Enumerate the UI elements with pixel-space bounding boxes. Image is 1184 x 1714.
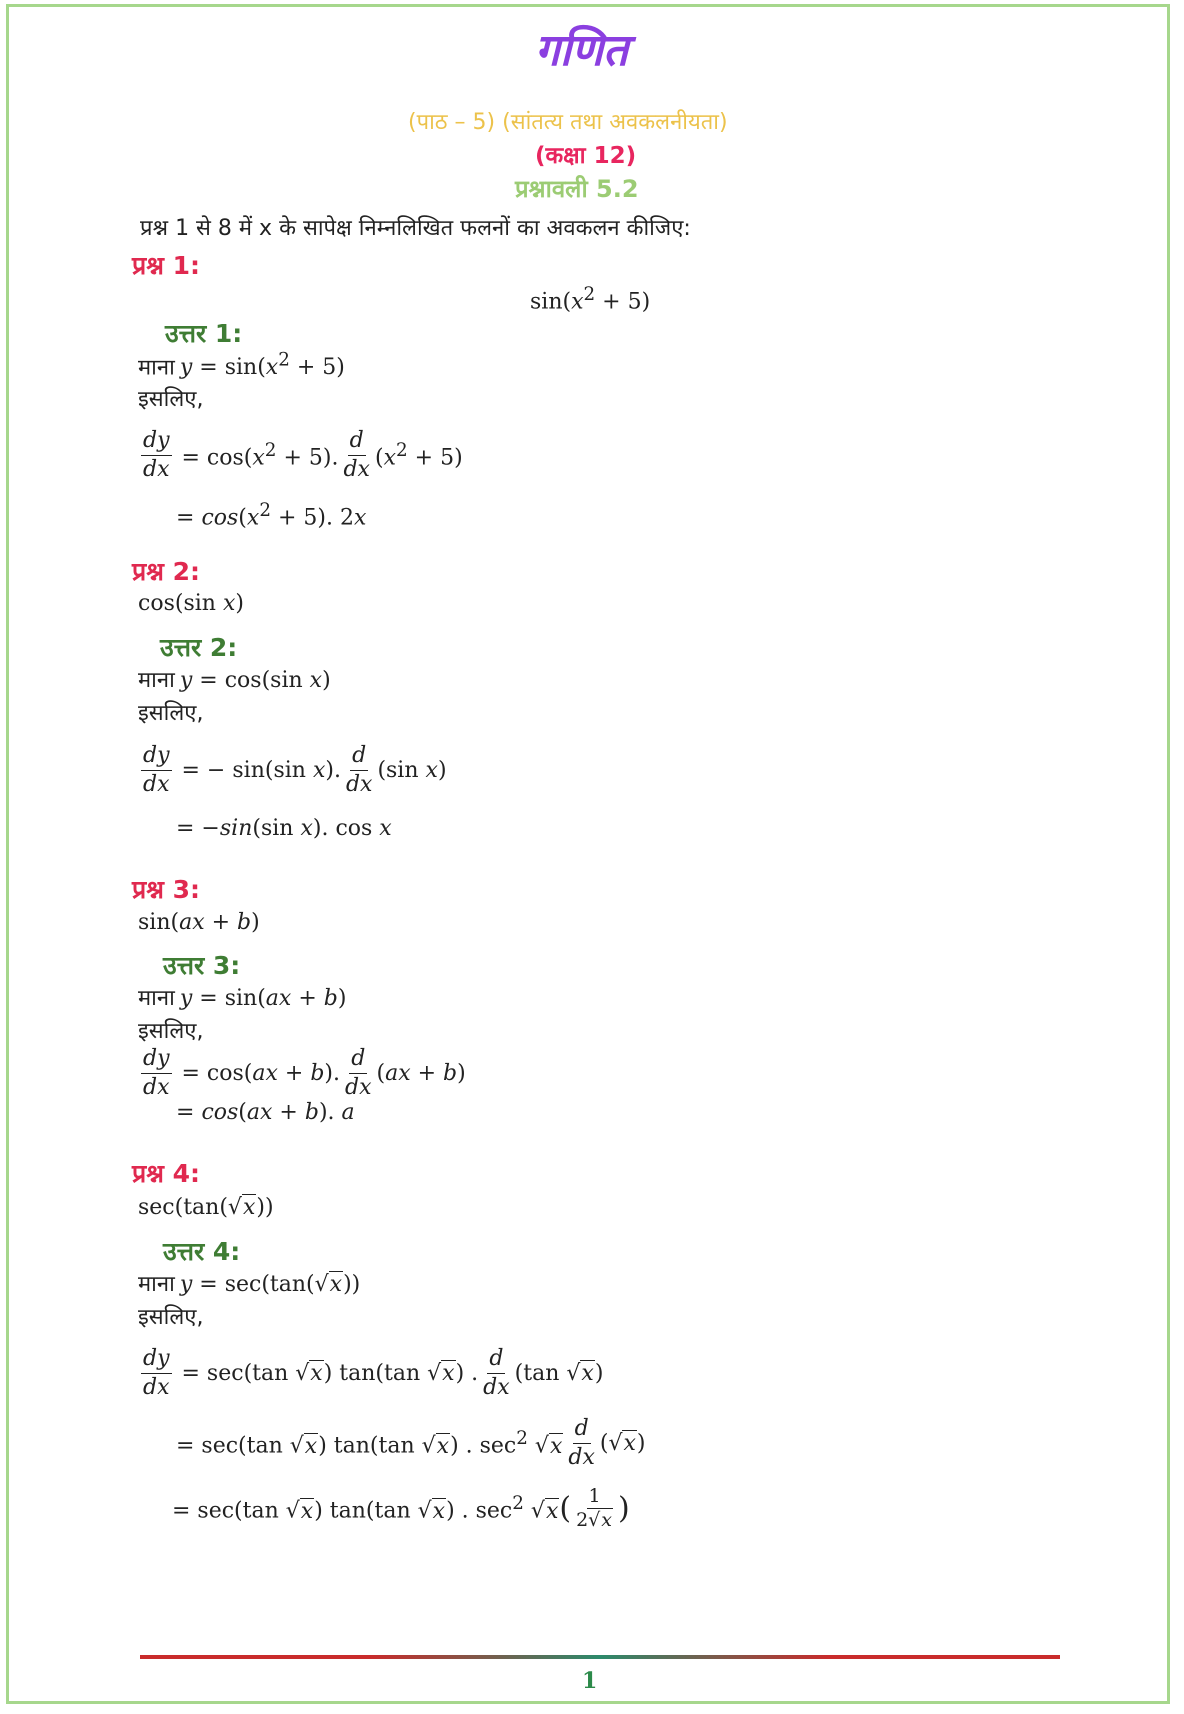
let-word: माना bbox=[138, 668, 175, 693]
answer-1-equation-2: = $\cos(x^2 + 5)$. 2x bbox=[176, 500, 367, 531]
let-word: माना bbox=[138, 355, 175, 381]
answer-1-therefore: इसलिए, bbox=[138, 387, 204, 412]
question-1-function: $\sin(x^2 + 5)$ bbox=[530, 284, 651, 315]
question-4-function: sec(tan(√x)) bbox=[138, 1195, 274, 1220]
answer-3-therefore: इसलिए, bbox=[138, 1019, 204, 1044]
page-number: 1 bbox=[582, 1668, 598, 1694]
answer-4-equation-1: $\frac{dy}{dx}$ = sec(tan √x) tan(tan √x) . $\frac{d}{dx}$ (tan √x) bbox=[143, 1346, 604, 1400]
answer-3-equation-1: $\frac{dy}{dx}$ = cos(ax + b). $\frac{d}{dx}$ (ax + b) bbox=[143, 1046, 466, 1100]
answer-4-label: उत्तर 4: bbox=[163, 1237, 241, 1266]
let-word: माना bbox=[138, 986, 175, 1011]
answer-1-label: उत्तर 1: bbox=[165, 319, 243, 348]
answer-2-equation-2: = −sin(sin x). cos x bbox=[176, 816, 392, 841]
answer-4-equation-2: = sec(tan √x) tan(tan √x) . $\sec^2 √x$ $\frac{d}{dx}$ (√x) bbox=[176, 1416, 646, 1470]
answer-3-equation-2: = cos(ax + b). a bbox=[176, 1100, 355, 1125]
answer-1-equation-1: $\frac{dy}{dx}$ = $\cos(x^2 + 5)$. $\frac{d}{dx}$ $(x^2 + 5)$ bbox=[143, 428, 463, 482]
answer-2-let-line: माना y = cos(sin x) bbox=[138, 668, 331, 693]
instruction-text: प्रश्न 1 से 8 में x के सापेक्ष निम्नलिखित फलनों का अवकलन कीजिए: bbox=[140, 216, 691, 241]
answer-4-equation-3: = sec(tan √x) tan(tan √x) . $\sec^2 √x$ ( $\frac{1}{2√x}$ ) bbox=[172, 1485, 630, 1531]
question-4-label: प्रश्न 4: bbox=[132, 1159, 200, 1188]
answer-4-let-line: माना y = sec(tan(√x)) bbox=[138, 1272, 361, 1297]
answer-1-let-line: माना $y = \sin(x^2 + 5)$ bbox=[138, 350, 345, 381]
answer-2-therefore: इसलिए, bbox=[138, 701, 204, 726]
let-word: माना bbox=[138, 1272, 175, 1297]
question-3-label: प्रश्न 3: bbox=[132, 875, 200, 904]
answer-3-label: उत्तर 3: bbox=[163, 951, 241, 980]
class-label: (कक्षा 12) bbox=[535, 143, 637, 169]
question-1-label: प्रश्न 1: bbox=[132, 251, 200, 280]
question-3-function: sin(ax + b) bbox=[138, 910, 260, 935]
footer-rule bbox=[140, 1655, 1060, 1659]
subject-title: गणित bbox=[535, 25, 629, 76]
question-2-function: cos(sin x) bbox=[138, 591, 244, 616]
answer-2-equation-1: $\frac{dy}{dx}$ = − sin(sin x). $\frac{d}{dx}$ (sin x) bbox=[143, 743, 447, 797]
question-2-label: प्रश्न 2: bbox=[132, 557, 200, 586]
answer-3-let-line: माना y = sin(ax + b) bbox=[138, 986, 347, 1011]
chapter-title: (पाठ – 5) (सांतत्य तथा अवकलनीयता) bbox=[408, 110, 728, 135]
exercise-title: प्रश्नावली 5.2 bbox=[515, 175, 639, 203]
answer-2-label: उत्तर 2: bbox=[160, 633, 238, 662]
answer-4-therefore: इसलिए, bbox=[138, 1305, 204, 1330]
